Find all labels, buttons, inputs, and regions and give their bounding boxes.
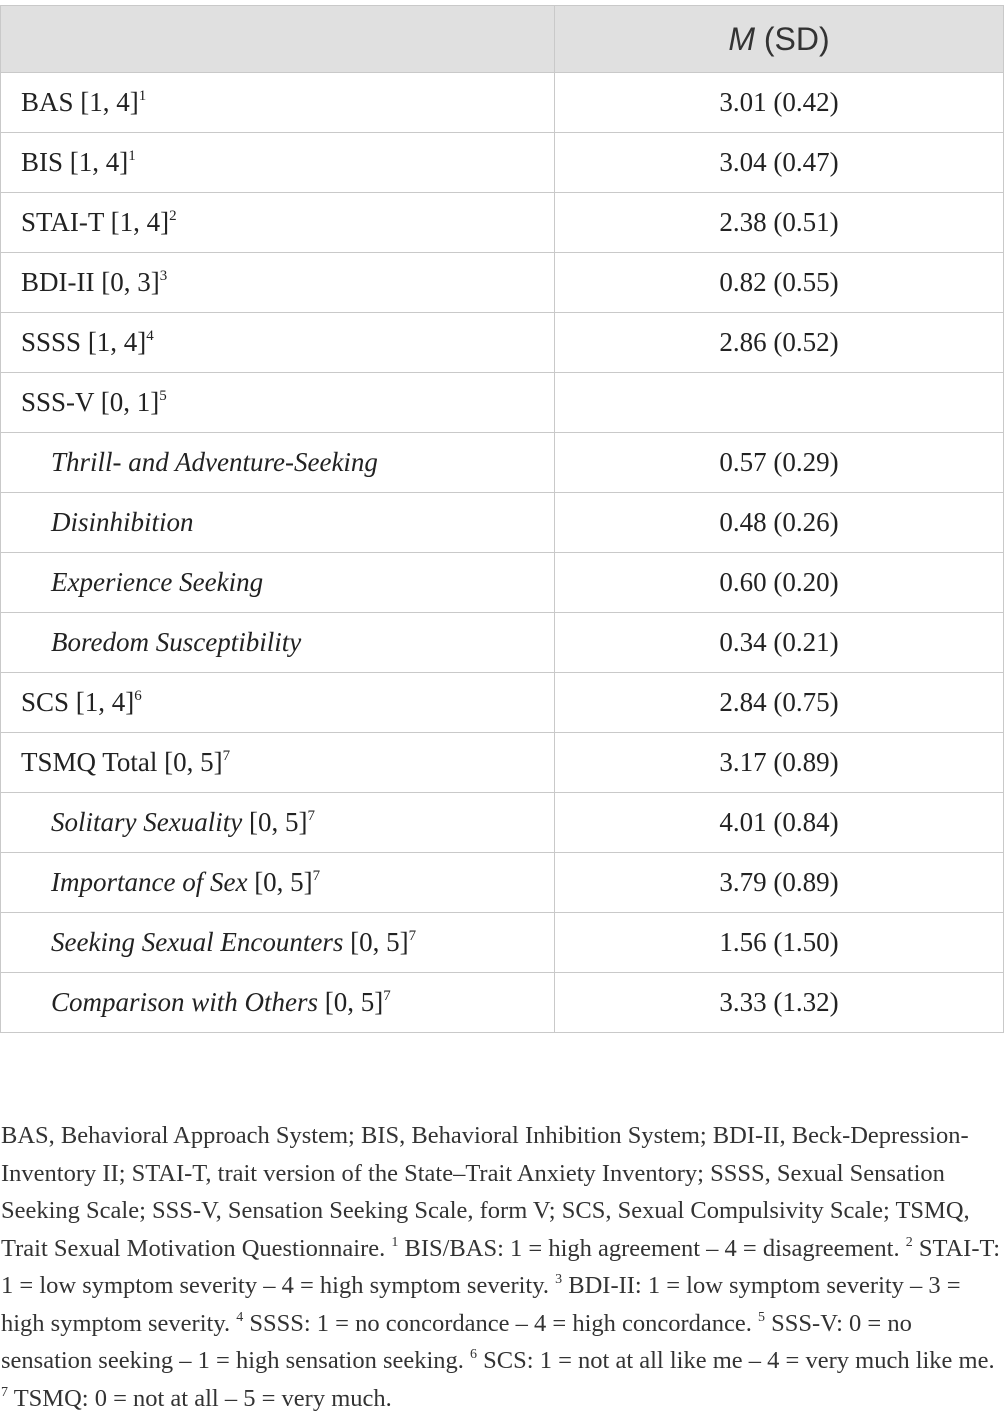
row-label: Boredom Susceptibility (1, 613, 555, 673)
row-label: SSS-V [0, 1]$^5$ (1, 373, 555, 433)
table-row (1, 133, 1004, 193)
row-label: BIS [1, 4]$^1$ (1, 133, 555, 193)
descriptives-table (0, 5, 1004, 1033)
row-value: 3.17 (0.89) (555, 733, 1004, 793)
row-value: 3.01 (0.42) (555, 73, 1004, 133)
row-label: Importance of Sex [0, 5]$^7$ (1, 853, 555, 913)
row-label: Thrill- and Adventure-Seeking (1, 433, 555, 493)
row-value: 0.60 (0.20) (555, 553, 1004, 613)
table-row (1, 553, 1004, 613)
table-header-row (1, 6, 1004, 73)
row-value: 2.86 (0.52) (555, 313, 1004, 373)
row-value: 2.38 (0.51) (555, 193, 1004, 253)
row-label: BDI-II [0, 3]$^3$ (1, 253, 555, 313)
table-row (1, 913, 1004, 973)
table-row (1, 733, 1004, 793)
footnote-6: SCS: 1 = not at all like me – 4 = very much like me. (483, 1347, 995, 1374)
footnote-7: TSMQ: 0 = not at all – 5 = very much. (13, 1384, 392, 1412)
footnote-5: SSS-V: 0 = no sensation seeking – 1 = high sensation seeking. (1, 1309, 912, 1374)
footnote-3: BDI-II: 1 = low symptom severity – 3 = high symptom severity. (1, 1272, 961, 1337)
header-mean-sd (555, 6, 1004, 73)
table-row (1, 613, 1004, 673)
table-row (1, 373, 1004, 433)
table-row (1, 433, 1004, 493)
footnote-1: BIS/BAS: 1 = high agreement – 4 = disagreement. (404, 1234, 900, 1262)
row-value: 3.79 (0.89) (555, 853, 1004, 913)
row-value: 0.48 (0.26) (555, 493, 1004, 553)
row-value: 2.84 (0.75) (555, 673, 1004, 733)
row-label: STAI-T [1, 4]$^2$ (1, 193, 555, 253)
header-stat-m: M (728, 20, 755, 57)
row-value: 4.01 (0.84) (555, 793, 1004, 853)
row-label: SSSS [1, 4]$^4$ (1, 313, 555, 373)
row-value: 3.04 (0.47) (555, 133, 1004, 193)
row-label: BAS [1, 4]$^1$ (1, 73, 555, 133)
table-row (1, 313, 1004, 373)
row-value: 1.56 (1.50) (555, 913, 1004, 973)
header-stat-sd: (SD) (755, 20, 830, 57)
table-row (1, 673, 1004, 733)
header-blank-cell (1, 6, 555, 73)
footnote-2: STAI-T: 1 = low symptom severity – 4 = high symptom severity. (1, 1234, 1001, 1299)
table-row (1, 73, 1004, 133)
table-row (1, 853, 1004, 913)
footnote-abbreviations: BAS, Behavioral Approach System; BIS, Behavioral Inhibition System; BDI-II, Beck-Depression-Inventory II; STAI-T, trait version of the State–Trait Anxiety Inventory; SSSS, Sexual Sensation Seeking Scale; SSS-V, Sensation Seeking Scale, form V; SCS, Sexual Compulsivity Scale; TSMQ, Trait Sexual Motivation Questionnaire. (1, 1122, 970, 1262)
table-row (1, 253, 1004, 313)
row-value: 0.34 (0.21) (555, 613, 1004, 673)
table-footnote: BAS, Behavioral Approach System; BIS, Behavioral Inhibition System; BDI-II, Beck-Depression-Inventory II; STAI-T, trait version of the State–Trait Anxiety Inventory; SSSS, Sexual Sensation Seeking Scale; SSS-V, Sensation Seeking Scale, form V; SCS, Sexual Compulsivity Scale; TSMQ, Trait Sexual Motivation Questionnaire. $^1$ BIS/BAS: 1 = high agreement – 4 = disagreement. $^2$ STAI-T: 1 = low symptom severity – 4 = high symptom severity. $^3$ BDI-II: 1 = low symptom severity – 3 = high symptom severity. $^4$ SSSS: 1 = no concordance – 4 = high concordance. $^5$ SSS-V: 0 = no sensation seeking – 1 = high sensation seeking. $^6$ SCS: 1 = not at all like me – 4 = very much like me. $^7$ TSMQ: 0 = not at all – 5 = very much. (1, 1122, 1001, 1412)
row-value: 0.82 (0.55) (555, 253, 1004, 313)
row-label: TSMQ Total [0, 5]$^7$ (1, 733, 555, 793)
table-row (1, 793, 1004, 853)
row-value (555, 373, 1004, 433)
row-label: Solitary Sexuality [0, 5]$^7$ (1, 793, 555, 853)
row-label: SCS [1, 4]$^6$ (1, 673, 555, 733)
table-row (1, 493, 1004, 553)
row-label: Comparison with Others [0, 5]$^7$ (1, 973, 555, 1033)
row-label: Disinhibition (1, 493, 555, 553)
footnote-4: SSSS: 1 = no concordance – 4 = high concordance. (249, 1309, 752, 1337)
row-value: 3.33 (1.32) (555, 973, 1004, 1033)
table-row (1, 193, 1004, 253)
row-value: 0.57 (0.29) (555, 433, 1004, 493)
table-row (1, 973, 1004, 1033)
row-label: Experience Seeking (1, 553, 555, 613)
row-label: Seeking Sexual Encounters [0, 5]$^7$ (1, 913, 555, 973)
